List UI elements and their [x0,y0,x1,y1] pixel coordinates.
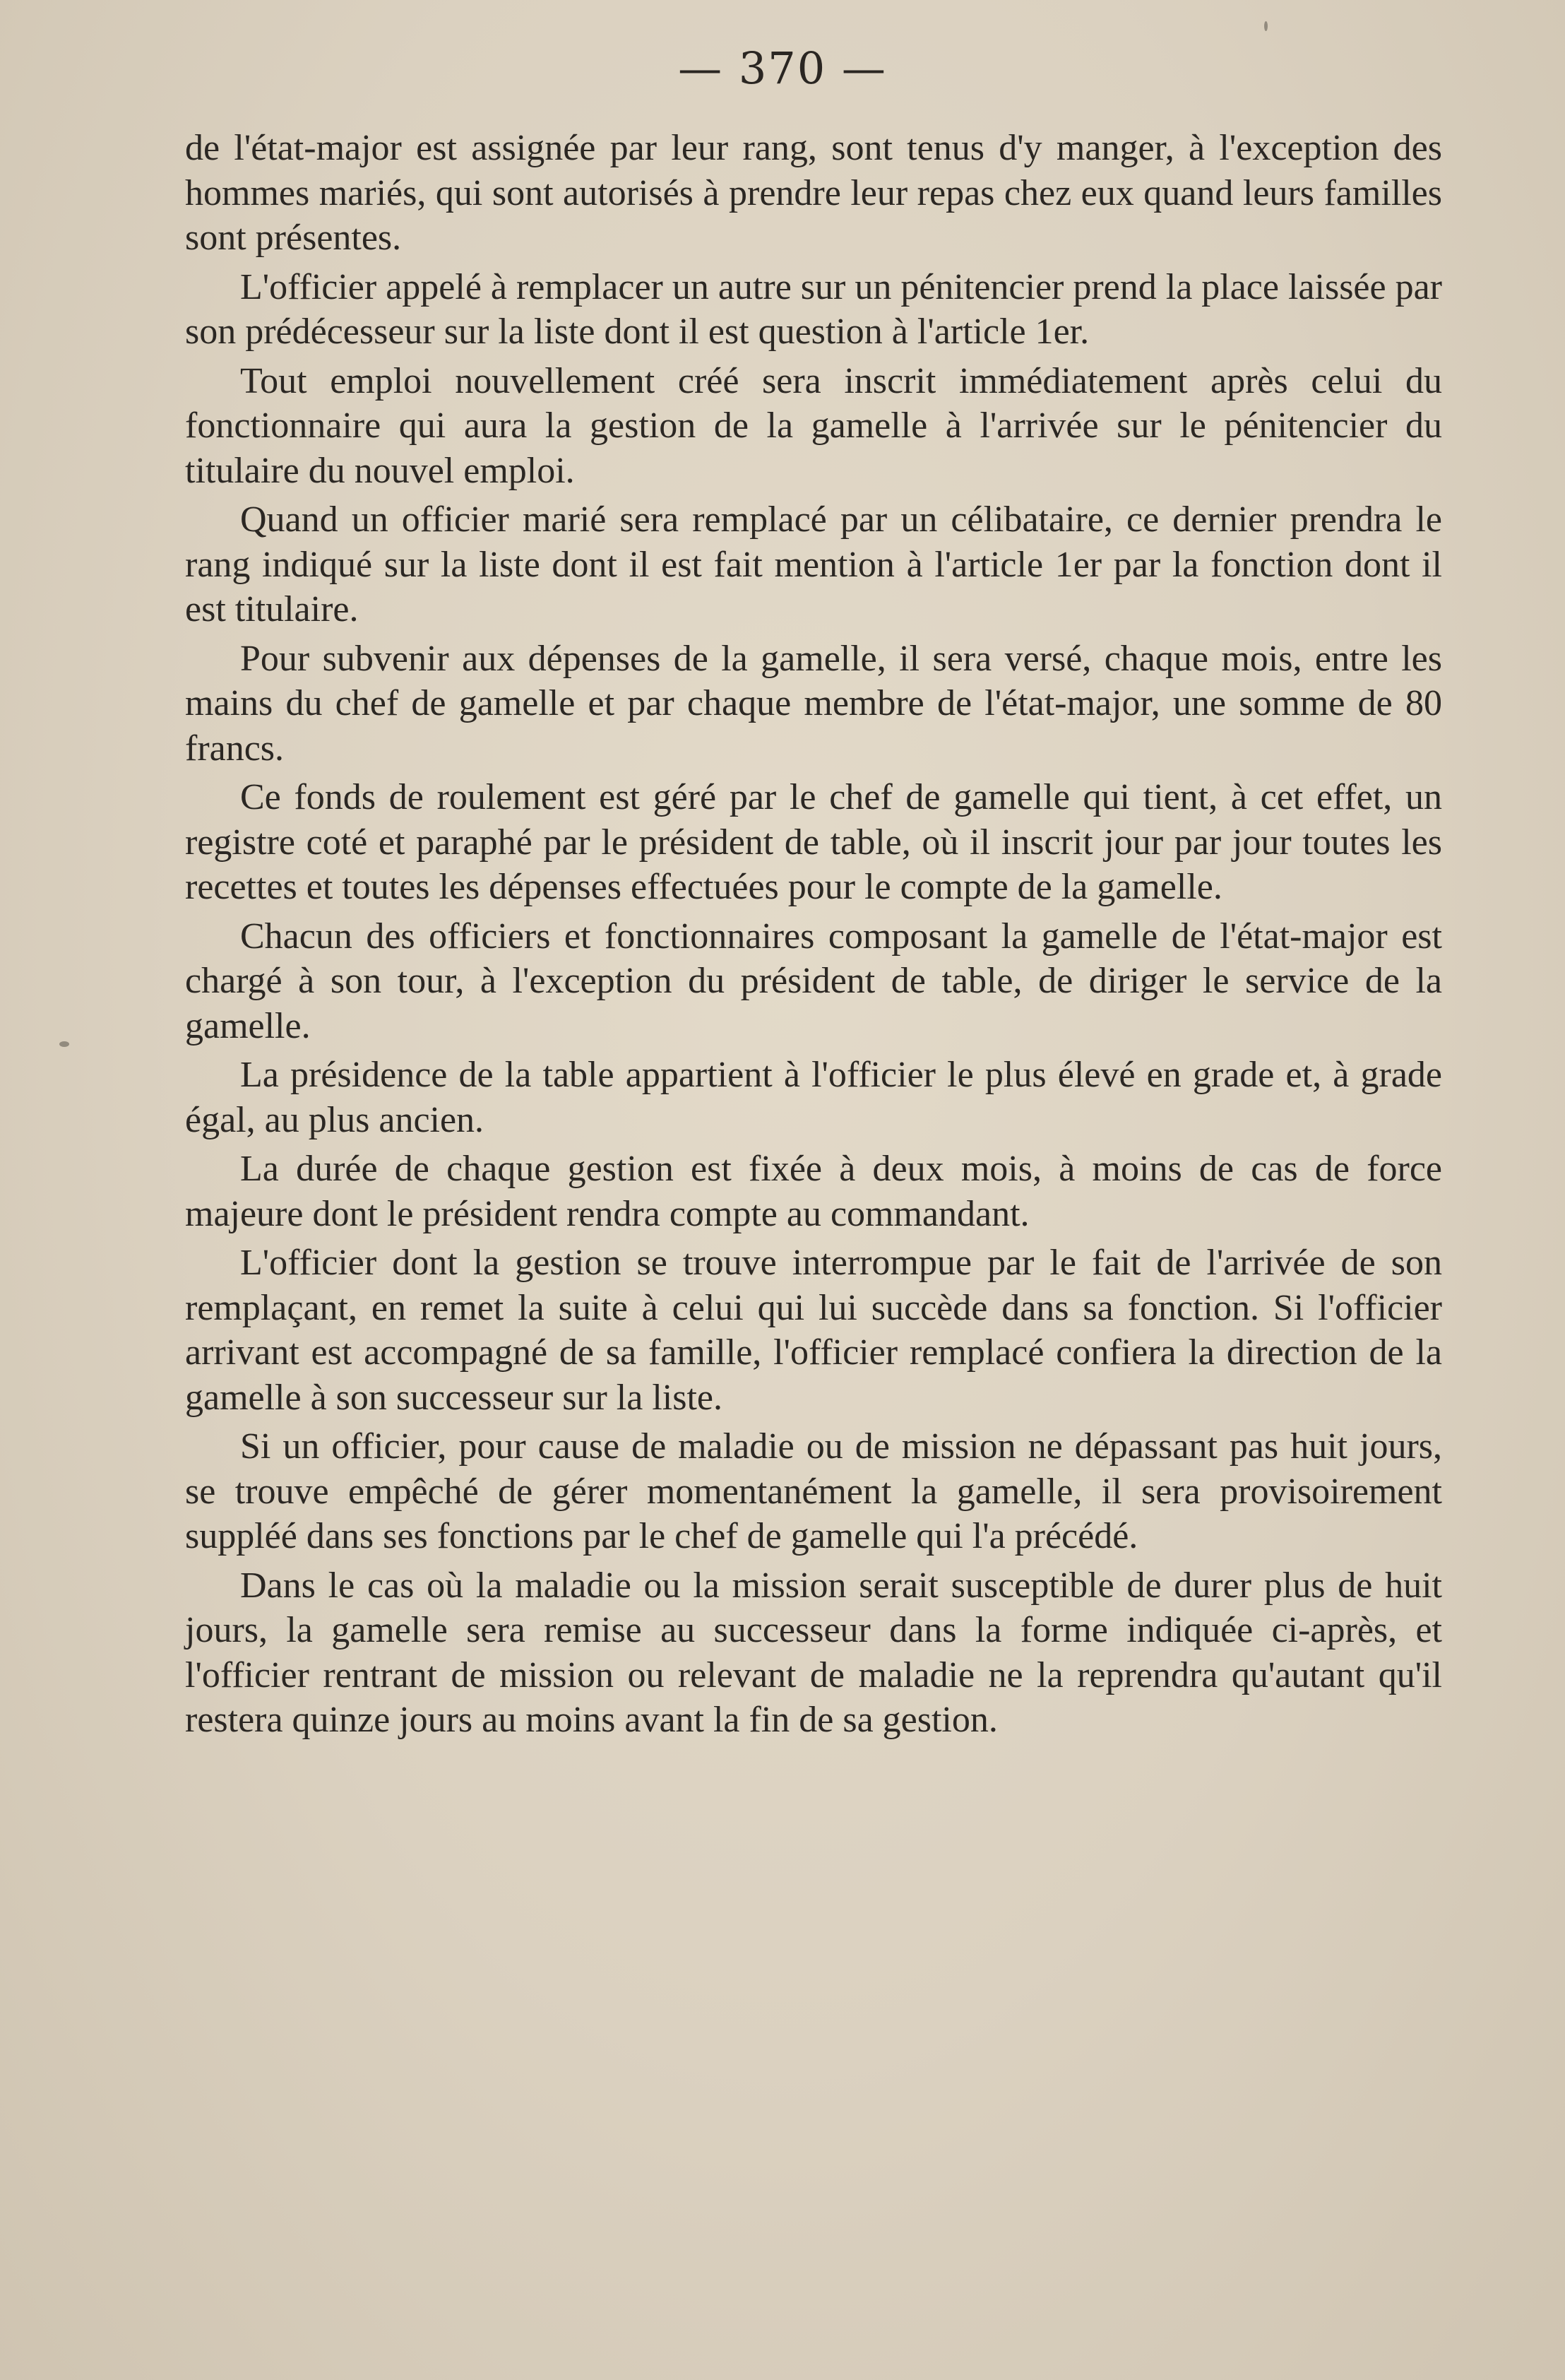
paragraph: L'officier dont la gestion se trouve interrompue par le fait de l'arrivée de son remplaçant, en remet la suite à celui qui lui succède dans sa fonction. Si l'officier arrivant est accompagné de sa famille, l'officier remplacé confiera la direction de la gamelle à son successeur sur la liste. [185,1243,1442,1418]
page-number: — 370 — [678,42,887,94]
paragraph: Dans le cas où la maladie ou la mission serait susceptible de durer plus de huit jours, la gamelle sera remise au successeur dans la forme indiquée ci-après, et l'officier rentrant de mission ou relevant de maladie ne la reprendra qu'autant qu'il restera quinze jours au moins avant la fin de sa gestion. [185,1565,1442,1740]
paragraph: L'officier appelé à remplacer un autre sur un pénitencier prend la place laissée par son prédécesseur sur la liste dont il est question à l'article 1er. [185,266,1442,352]
paragraph: Quand un officier marié sera remplacé par un célibataire, ce dernier prendra le rang indiqué sur la liste dont il est fait mention à l'article 1er par la fonction dont il est titulaire. [185,499,1442,629]
paragraph-continuation: de l'état-major est assignée par leur rang, sont tenus d'y manger, à l'exception des hommes mariés, qui sont autorisés à prendre leur repas chez eux quand leurs familles sont présentes. [185,128,1442,258]
scan-speck [59,1041,69,1047]
paragraph: Tout emploi nouvellement créé sera inscrit immédiatement après celui du fonctionnaire qui aura la gestion de la gamelle à l'arrivée sur le pénitencier du titulaire du nouvel emploi. [185,360,1442,491]
paragraph: La présidence de la table appartient à l'officier le plus élevé en grade et, à grade égal, au plus ancien. [185,1055,1442,1140]
paragraph: Ce fonds de roulement est géré par le chef de gamelle qui tient, à cet effet, un registre coté et paraphé par le président de table, où il inscrit jour par jour toutes les recettes et toutes les dépenses effectuées pour le compte de la gamelle. [185,777,1442,907]
paragraph: Chacun des officiers et fonctionnaires composant la gamelle de l'état-major est chargé à son tour, à l'exception du président de table, de diriger le service de la gamelle. [185,916,1442,1046]
scan-speck [1264,21,1268,31]
paragraph: Pour subvenir aux dépenses de la gamelle, il sera versé, chaque mois, entre les mains du chef de gamelle et par chaque membre de l'état-major, une somme de 80 francs. [185,638,1442,769]
paragraph: Si un officier, pour cause de maladie ou de mission ne dépassant pas huit jours, se trouve empêché de gérer momentanément la gamelle, il sera provisoirement suppléé dans ses fonctions par le chef de gamelle qui l'a précédé. [185,1426,1442,1556]
body-text [185,126,1442,1747]
paragraph: La durée de chaque gestion est fixée à deux mois, à moins de cas de force majeure dont le président rendra compte au commandant. [185,1149,1442,1234]
